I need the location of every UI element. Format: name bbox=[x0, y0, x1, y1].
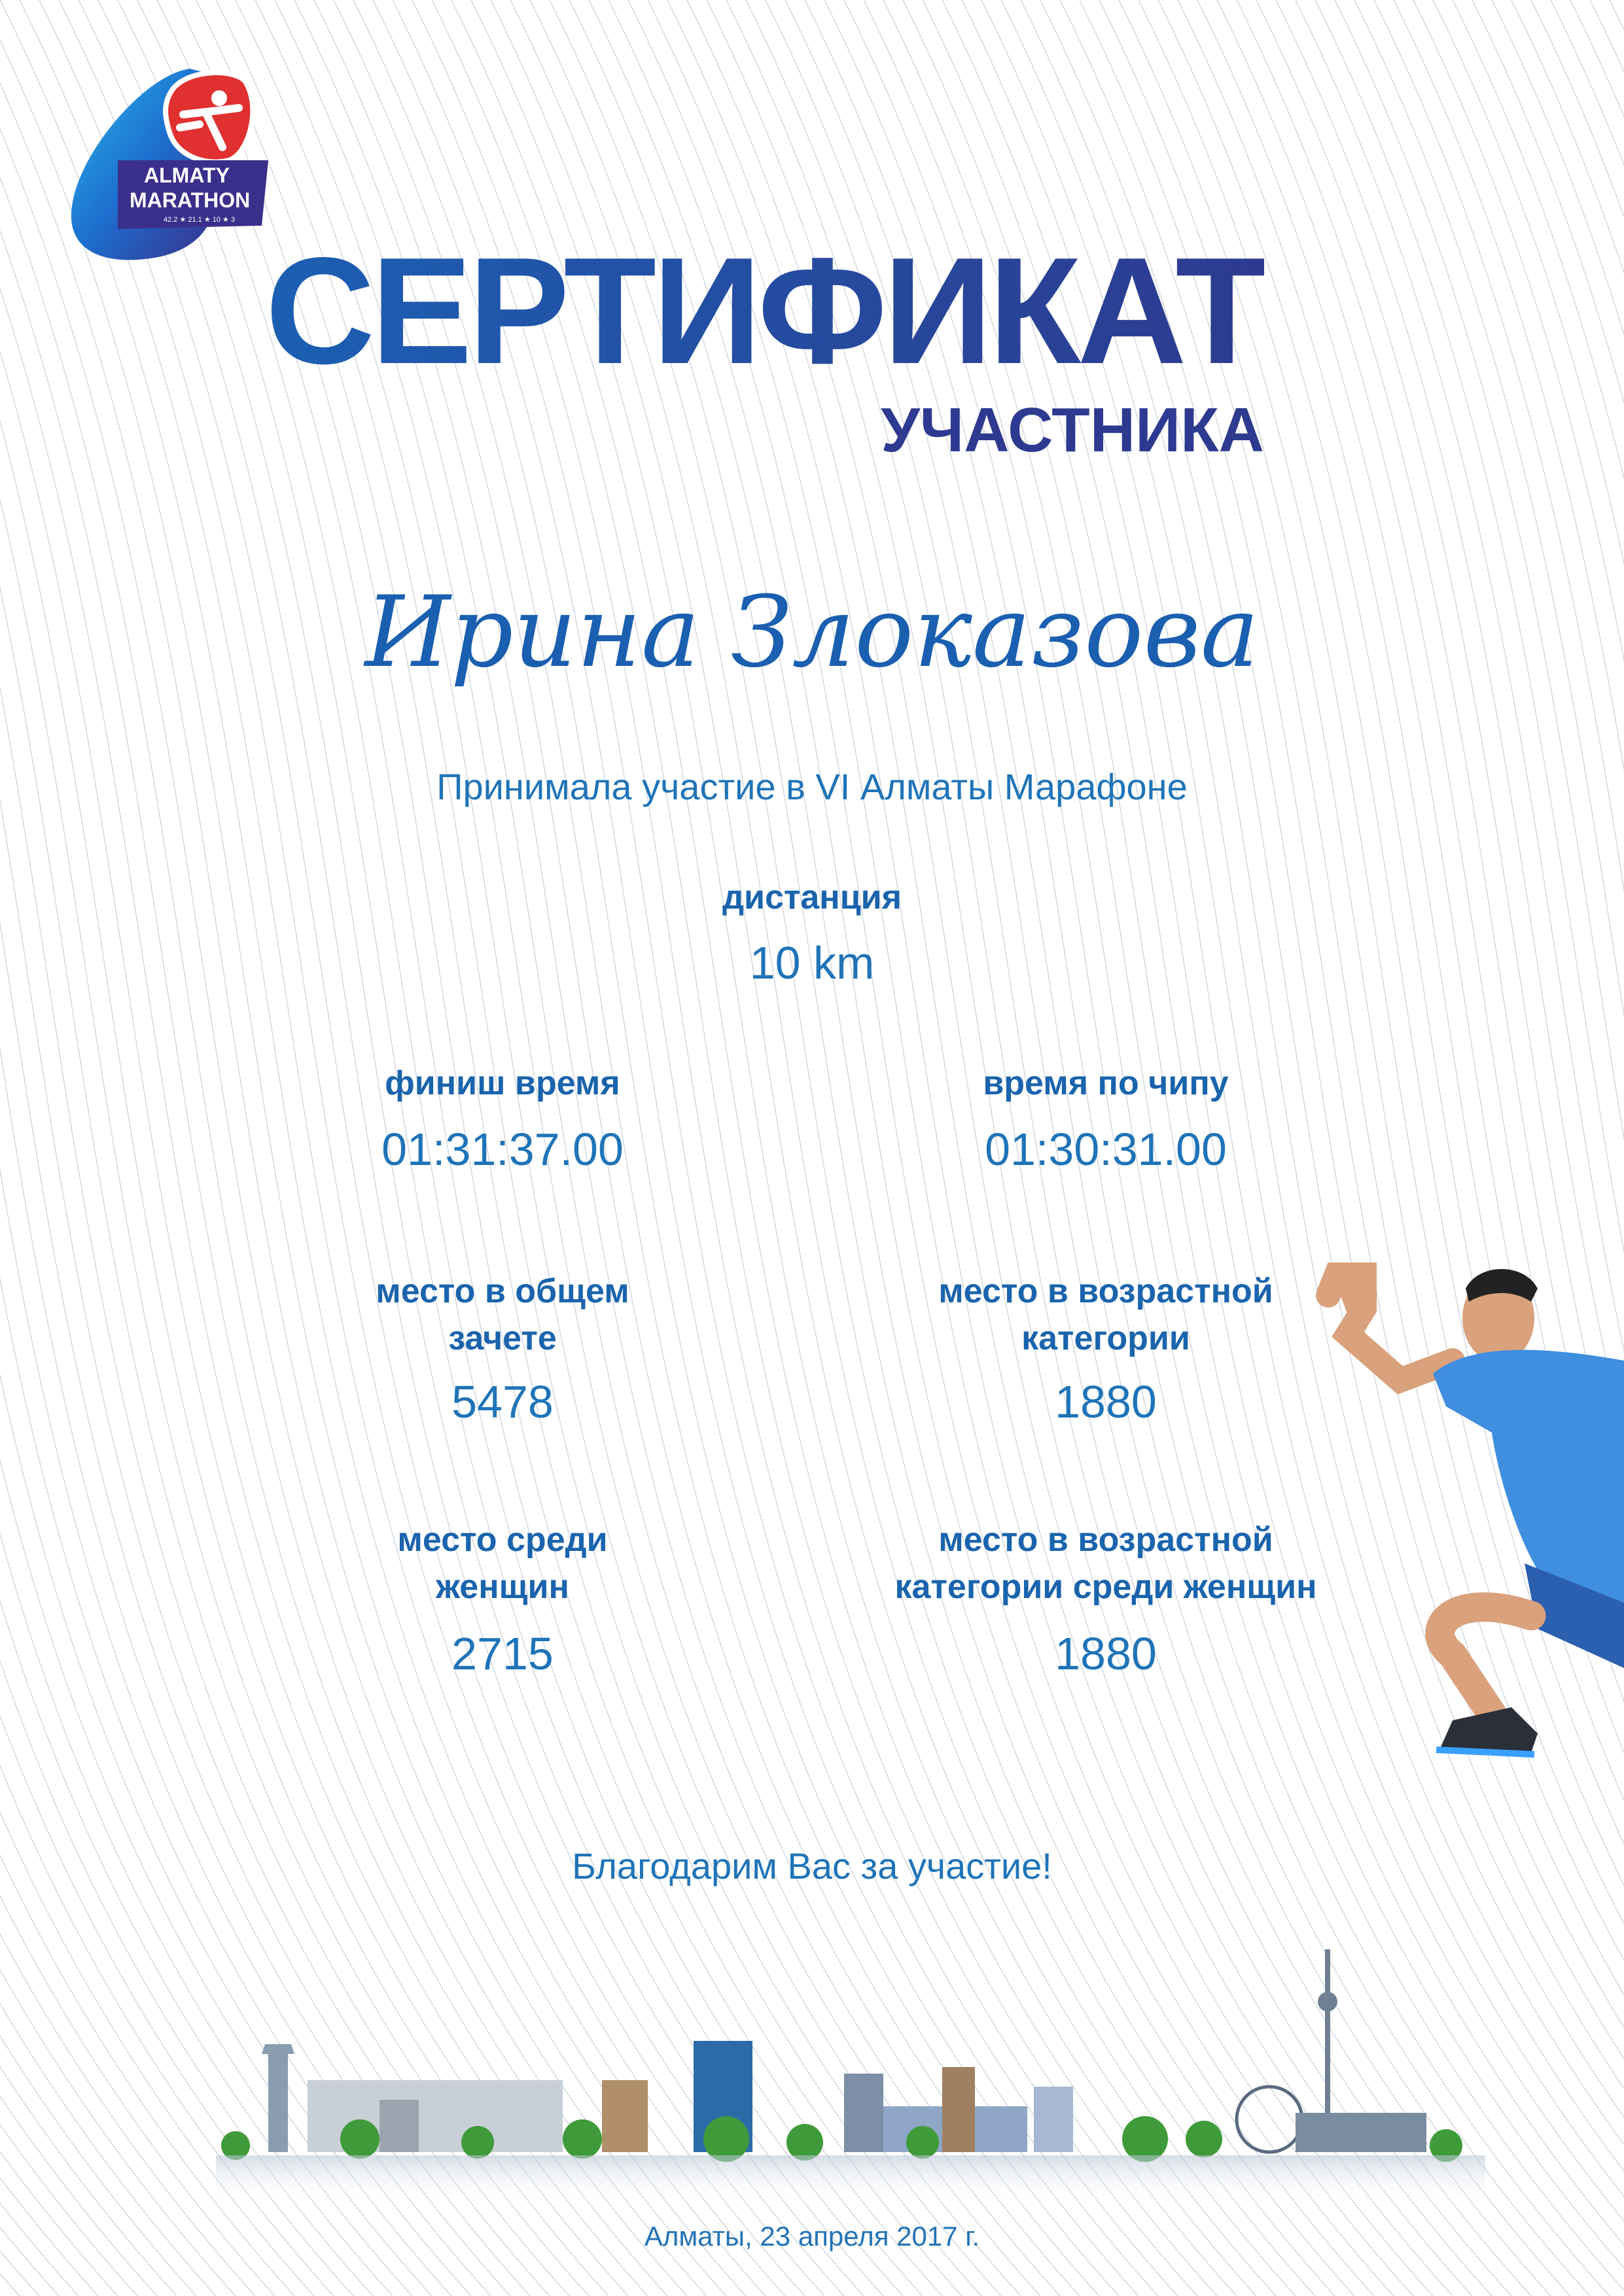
age-place-value: 1880 bbox=[1055, 1376, 1157, 1427]
overall-place-label-line2: зачете bbox=[448, 1319, 557, 1357]
women-place-label-line1: место среди bbox=[397, 1521, 608, 1559]
age-women-place-value: 1880 bbox=[1055, 1628, 1157, 1679]
background-line bbox=[0, 0, 79, 2296]
background-line bbox=[1492, 0, 1624, 2296]
age-place-label-line1: место в возрастной bbox=[938, 1272, 1273, 1310]
chip-time-label: время по чипу bbox=[983, 1064, 1229, 1102]
age-women-place-label-line2: категории среди женщин bbox=[894, 1568, 1317, 1606]
almaty-marathon-logo bbox=[65, 62, 288, 265]
age-women-place-label-line1: место в возрастной bbox=[938, 1521, 1273, 1559]
women-place-label-line2: женщин bbox=[436, 1568, 569, 1606]
almaty-skyline-illustration bbox=[216, 1930, 1485, 2204]
overall-place-label-line1: место в общем bbox=[376, 1272, 629, 1310]
distance-label: дистанция bbox=[722, 878, 902, 916]
women-place-label bbox=[208, 1516, 797, 1610]
background-line bbox=[1531, 0, 1624, 2296]
logo-line2: MARATHON bbox=[130, 188, 251, 212]
thanks-text: Благодарим Вас за участие! bbox=[572, 1845, 1052, 1887]
finish-time-label: финиш время bbox=[385, 1064, 620, 1102]
certificate-subtitle: УЧАСТНИКА bbox=[881, 395, 1264, 465]
background-line bbox=[1610, 0, 1624, 2296]
women-place-value: 2715 bbox=[451, 1628, 554, 1679]
distance-value: 10 km bbox=[749, 937, 875, 988]
runner-photo bbox=[1302, 1262, 1624, 1799]
chip-time-value: 01:30:31.00 bbox=[985, 1124, 1227, 1175]
overall-place-label bbox=[208, 1268, 797, 1362]
age-place-label-line2: категории bbox=[1021, 1319, 1190, 1357]
participant-name: Ирина Злоказова bbox=[364, 576, 1260, 689]
finish-time-value: 01:31:37.00 bbox=[381, 1124, 624, 1175]
participation-text: Принимала участие в VI Алматы Марафоне bbox=[436, 766, 1188, 807]
background-line bbox=[1570, 0, 1624, 2296]
background-line bbox=[0, 0, 39, 2296]
overall-place-value: 5478 bbox=[451, 1376, 554, 1427]
logo-line1: ALMATY bbox=[144, 164, 230, 187]
certificate-title: СЕРТИФИКАТ bbox=[196, 235, 1264, 387]
logo-distances: 42.2 ★ 21.1 ★ 10 ★ 3 bbox=[164, 216, 236, 224]
date-location: Алматы, 23 апреля 2017 г. bbox=[644, 2221, 980, 2252]
